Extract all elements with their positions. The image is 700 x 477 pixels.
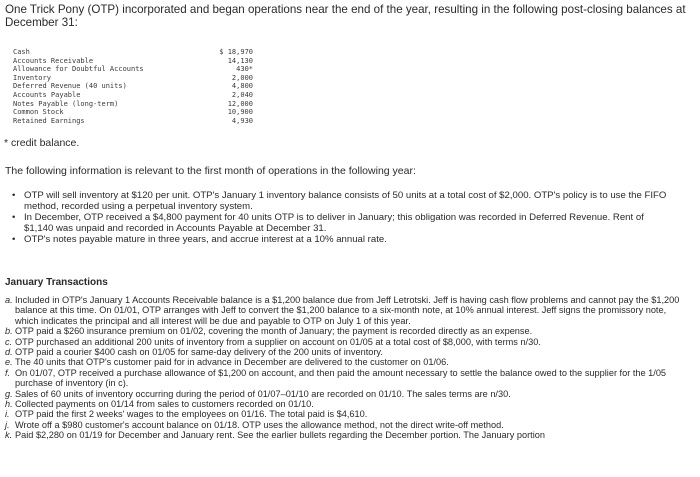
balance-amount: $ 18,970 <box>219 48 253 56</box>
transaction-text: Sales of 60 units of inventory occurring during the period of 01/07–01/10 are recorded on 01/10. The sales terms are n/30. <box>15 388 511 399</box>
transaction-item <box>5 337 685 347</box>
balance-amount: 10,900 <box>227 108 253 117</box>
balance-row <box>13 117 253 126</box>
balance-label: Inventory <box>13 73 51 82</box>
transaction-letter: j. <box>5 419 10 430</box>
balance-label: Deferred Revenue (40 units) <box>13 82 127 91</box>
transaction-letter: c. <box>5 336 13 347</box>
balance-amount: 2,040 <box>231 90 253 99</box>
transaction-list <box>5 295 685 441</box>
info-bullet: • OTP's notes payable mature in three years, and accrue interest at a 10% annual rate. <box>12 234 672 245</box>
transaction-text: Paid $2,280 on 01/19 for December and January rent. See the earlier bullets regarding the December portion. The January portion <box>15 430 545 441</box>
transaction-text: OTP paid a courier $400 cash on 01/05 for same-day delivery of the 200 units of inventory. <box>15 347 383 358</box>
credit-footnote: * credit balance. <box>4 137 80 149</box>
transaction-text: The 40 units that OTP's customer paid for in advance in December are delivered to the customer on 01/06. <box>15 357 449 368</box>
transaction-letter: a. <box>5 295 13 305</box>
balance-list <box>13 48 253 125</box>
transaction-letter: g. <box>5 388 13 399</box>
transaction-text: OTP purchased an additional 200 units of inventory from a supplier on account on 01/05 at a total cost of $8,000, with terms n/30. <box>15 336 541 347</box>
transaction-item <box>5 399 685 409</box>
transaction-item <box>5 430 685 440</box>
transaction-text: Wrote off a $980 customer's account balance on 01/18. OTP uses the allowance method, not the direct write-off method. <box>15 419 504 430</box>
transaction-item <box>5 389 685 399</box>
transaction-text: OTP paid the first 2 weeks' wages to the employees on 01/16. The total paid is $4,610. <box>15 409 368 420</box>
balance-amount: 430* <box>236 65 253 74</box>
transaction-item <box>5 357 685 367</box>
balance-label: Retained Earnings <box>13 116 85 125</box>
balance-amount: 4,930 <box>231 116 253 125</box>
transaction-letter: e. <box>5 357 13 368</box>
balance-row <box>13 108 253 117</box>
transaction-letter: i. <box>5 409 10 420</box>
balance-amount: 2,000 <box>231 73 253 82</box>
balance-label: Common Stock <box>13 108 64 117</box>
transaction-letter: k. <box>5 430 13 441</box>
transaction-item <box>5 409 685 419</box>
relevant-info-text: The following information is relevant to the first month of operations in the following year: <box>5 165 416 177</box>
transaction-letter: f. <box>5 367 11 378</box>
balance-row <box>13 48 253 57</box>
transaction-text: On 01/07, OTP received a purchase allowance of $1,200 on account, and then paid the amount necessary to settle the balance owed to the supplier for the 1/05 purchase of inventory (in c). <box>15 367 667 389</box>
balance-label: Accounts Receivable <box>13 56 94 65</box>
transaction-item <box>5 326 685 336</box>
transaction-item <box>5 420 685 430</box>
transaction-item <box>5 347 685 357</box>
transaction-item <box>5 295 685 326</box>
transaction-letter: b. <box>5 326 13 337</box>
intro-paragraph: One Trick Pony (OTP) incorporated and began operations near the end of the year, resulting in the following post-closing balances at December 31: <box>5 3 686 29</box>
info-bullet: • OTP will sell inventory at $120 per unit. OTP's January 1 inventory balance consists of 50 units at a total cost of $2,000. OTP's policy is to use the FIFO method, recorded using a perpetual inventory system. <box>12 190 672 212</box>
balance-row <box>13 91 253 100</box>
transaction-letter: d. <box>5 347 13 358</box>
transaction-text: Included in OTP's January 1 Accounts Receivable balance is a $1,200 balance due from Jeff Letrotski. Jeff is having cash flow problems and cannot pay the $1,200 balance at this time. On 01/01, OTP arranges with Jeff to convert the $1,200 balance to a six-month note, at 10% annual interest. Jeff signs the promissory note, which indicates the principal and all interest will be due and payable to OTP on July 1 of this year. <box>15 295 680 326</box>
transaction-item <box>5 368 685 389</box>
transaction-letter: h. <box>5 399 13 410</box>
info-bullet-list <box>12 190 672 245</box>
balance-amount: 14,130 <box>227 56 253 65</box>
balance-label: Notes Payable (long-term) <box>13 99 119 108</box>
transaction-text: Collected payments on 01/14 from sales to customers recorded on 01/10. <box>15 399 314 410</box>
balance-row <box>13 82 253 91</box>
balance-amount: 4,800 <box>231 82 253 91</box>
balance-row <box>13 57 253 66</box>
balance-row <box>13 74 253 83</box>
info-bullet: • In December, OTP received a $4,800 payment for 40 units OTP is to deliver in January; this obligation was recorded in Deferred Revenue. Rent of $1,140 was unpaid and recorded in Accounts Payable at December 31. <box>12 212 672 234</box>
balance-row <box>13 100 253 109</box>
transaction-text: OTP paid a $260 insurance premium on 01/02, covering the month of January; the payment is recorded directly as an expense. <box>15 326 533 337</box>
balance-label: Cash <box>13 48 30 56</box>
january-transactions-heading: January Transactions <box>5 277 108 288</box>
balance-label: Allowance for Doubtful Accounts <box>13 65 144 74</box>
balance-amount: 12,000 <box>227 99 253 108</box>
balance-label: Accounts Payable <box>13 90 81 99</box>
balance-row <box>13 65 253 74</box>
